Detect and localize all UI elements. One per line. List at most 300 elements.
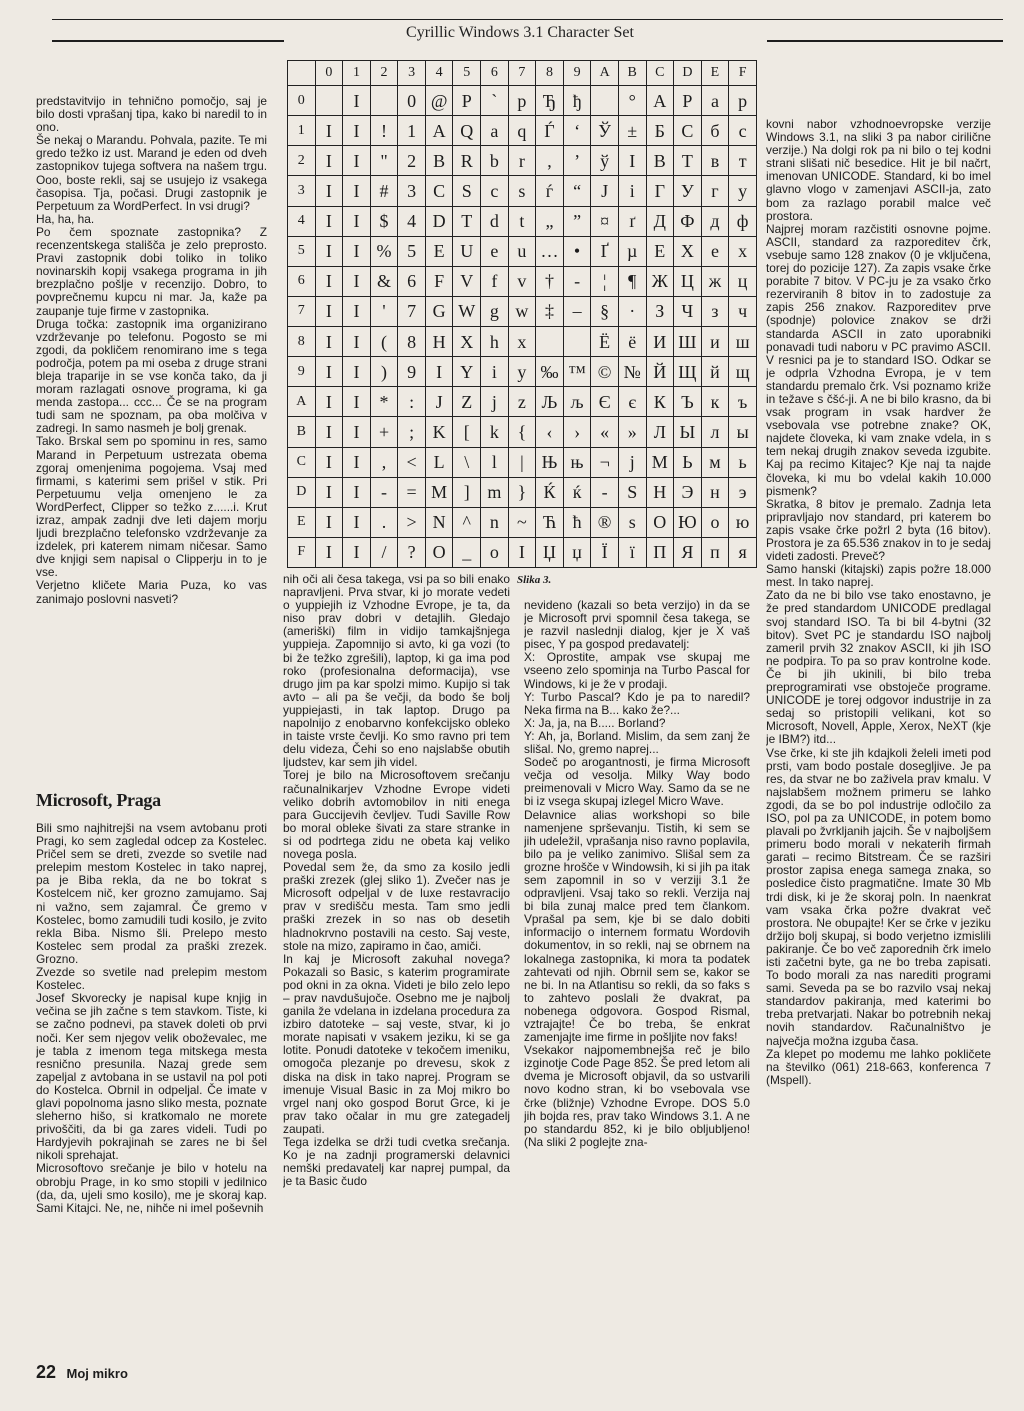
row-header: 2	[288, 146, 316, 176]
corner-cell	[288, 61, 316, 86]
glyph-cell: .	[370, 507, 398, 537]
column-header: 8	[536, 61, 564, 86]
glyph-cell: у	[729, 176, 757, 206]
glyph-cell: З	[646, 296, 674, 326]
glyph-cell: O	[425, 537, 453, 567]
glyph-cell: і	[618, 176, 646, 206]
glyph-cell: I	[343, 146, 371, 176]
glyph-cell: в	[701, 146, 729, 176]
glyph-cell: –	[563, 296, 591, 326]
glyph-cell: №	[618, 357, 646, 387]
glyph-cell: «	[591, 417, 619, 447]
glyph-cell: ”	[563, 206, 591, 236]
glyph-cell: ї	[618, 537, 646, 567]
glyph-cell: \	[453, 447, 481, 477]
row-header: A	[288, 387, 316, 417]
glyph-cell: X	[453, 327, 481, 357]
row-header: B	[288, 417, 316, 447]
glyph-cell: =	[398, 477, 426, 507]
row-header: 0	[288, 86, 316, 116]
table-row	[288, 206, 757, 236]
glyph-cell: r	[508, 146, 536, 176]
column-header: 5	[453, 61, 481, 86]
table-row	[288, 387, 757, 417]
glyph-cell: Ќ	[536, 477, 564, 507]
glyph-cell: џ	[563, 537, 591, 567]
glyph-cell: *	[370, 387, 398, 417]
glyph-cell: u	[508, 236, 536, 266]
glyph-cell: Є	[591, 387, 619, 417]
glyph-cell: “	[563, 176, 591, 206]
column-header: 1	[343, 61, 371, 86]
glyph-cell: I	[343, 116, 371, 146]
glyph-cell: I	[343, 357, 371, 387]
column-header: 3	[398, 61, 426, 86]
column-header: 7	[508, 61, 536, 86]
glyph-cell: I	[508, 537, 536, 567]
glyph-cell: Щ	[674, 357, 702, 387]
glyph-cell: N	[425, 507, 453, 537]
glyph-cell: g	[481, 296, 509, 326]
section-heading: Microsoft, Praga	[36, 790, 161, 810]
glyph-cell: Ъ	[674, 387, 702, 417]
table-row	[288, 176, 757, 206]
glyph-cell: 0	[398, 86, 426, 116]
glyph-cell: w	[508, 296, 536, 326]
glyph-cell: @	[425, 86, 453, 116]
glyph-cell: ј	[618, 447, 646, 477]
glyph-cell: Z	[453, 387, 481, 417]
column-header: 4	[425, 61, 453, 86]
glyph-cell: 5	[398, 236, 426, 266]
glyph-cell: I	[343, 537, 371, 567]
glyph-cell: ,	[536, 146, 564, 176]
glyph-cell: 8	[398, 327, 426, 357]
table-row	[288, 266, 757, 296]
glyph-cell: i	[481, 357, 509, 387]
glyph-cell: {	[508, 417, 536, 447]
top-rule	[52, 19, 1003, 20]
table-row	[288, 357, 757, 387]
glyph-cell: ш	[729, 327, 757, 357]
glyph-cell: j	[481, 387, 509, 417]
glyph-cell: н	[701, 477, 729, 507]
glyph-cell: x	[508, 327, 536, 357]
glyph-cell: [	[453, 417, 481, 447]
glyph-cell: K	[425, 417, 453, 447]
column-header: 2	[370, 61, 398, 86]
glyph-cell: ъ	[729, 387, 757, 417]
glyph-cell: I	[315, 116, 343, 146]
column-header: 6	[481, 61, 509, 86]
glyph-cell: P	[453, 86, 481, 116]
glyph-cell: Ў	[591, 116, 619, 146]
row-header: 9	[288, 357, 316, 387]
glyph-cell: Ґ	[591, 236, 619, 266]
glyph-cell: ґ	[618, 206, 646, 236]
glyph-cell: I	[315, 507, 343, 537]
glyph-cell: I	[343, 86, 371, 116]
glyph-cell: I	[343, 327, 371, 357]
table-row	[288, 116, 757, 146]
glyph-cell: Џ	[536, 537, 564, 567]
glyph-cell: z	[508, 387, 536, 417]
glyph-cell: $	[370, 206, 398, 236]
glyph-cell: Ж	[646, 266, 674, 296]
glyph-cell: 6	[398, 266, 426, 296]
article-column-3: nevideno (kazali so beta verzijo) in da se je Microsoft prvi spomnil česa takega, se je razvil naslednji dialog, kjer je X vaš pisec, Y pa gospod predavatelj: X: Oprostite, ampak vse skupaj me vseeno zelo spominja na Turbo Pascal for Windows, ki je že v prodaji. Y: Turbo Pascal? Kdo je pa to naredil? Neka firma na B... kako že?... X: Ja, ja, na B..... Borland? Y: Ah, ja, Borland. Mislim, da sem zanj že slišal. No, gremo naprej... Sodeč po arogantnosti, je firma Microsoft večja od vesolja. Milky Way bodo preimenovali v Micro Way. Samo da se ne bi iz vsega skupaj izlegel Micro Wave. Delavnice alias workshopi so bile namenjene sprševanju. Tistih, ki sem se jih udeležil, vprašanja niso ravno poplavila, bilo pa je veliko zanimivo. Slišal sem za grozne hrošče v Windowsih, ki si jih pa itak sem zapomnil in so v verziji 3.1 že odpravljeni. Vsaj tako so rekli. Verzija naj bi bila zunaj malce pred tem člankom. Vprašal pa sem, kje bi se dalo dobiti informacijo o internem formatu Wordovih dokumentov, in so rekli, naj se obrnem na lokalnega zastopnika, ki mora ta podatek zahtevati od njih. Obrnil sem se, kakor se ne bi. In na Atlantisu so rekli, da so faks s to zahtevo poslali že dvakrat, pa nobenega odgovora. Gospod Rismal, vztrajajte! Če bo treba, še enkrat zamenjajte ime firme in pošljite nov faks! Vsekakor najpomembnejša reč je bilo izginotje Code Page 852. Še pred letom ali dvema je Microsoft objavil, da so ustvarili novo kodno stran, ki bo vsebovala vse črke (bližnje) Vzhodne Evrope. DOS 5.0 jih bojda res, prav tako Windows 3.1. A ne po standardu 852, ki je bilo obljubljeno! (Na sliki 2 poglejte zna-	[524, 599, 750, 1149]
glyph-cell: §	[591, 296, 619, 326]
glyph-cell: :	[398, 387, 426, 417]
glyph-cell: )	[370, 357, 398, 387]
glyph-cell: п	[701, 537, 729, 567]
glyph-cell	[536, 327, 564, 357]
glyph-cell: Ь	[674, 447, 702, 477]
glyph-cell: и	[701, 327, 729, 357]
glyph-cell: ©	[591, 357, 619, 387]
glyph-cell: ь	[729, 447, 757, 477]
glyph-cell: I	[315, 236, 343, 266]
glyph-cell: ‰	[536, 357, 564, 387]
glyph-cell: A	[425, 116, 453, 146]
glyph-cell: Y	[453, 357, 481, 387]
glyph-cell: њ	[563, 447, 591, 477]
glyph-cell: %	[370, 236, 398, 266]
glyph-cell: л	[701, 417, 729, 447]
glyph-cell: Ѕ	[618, 477, 646, 507]
glyph-cell: У	[674, 176, 702, 206]
glyph-cell: с	[729, 116, 757, 146]
column-header: D	[674, 61, 702, 86]
table-title: Cyrillic Windows 3.1 Character Set	[406, 24, 634, 41]
glyph-cell: ‡	[536, 296, 564, 326]
glyph-cell: Ћ	[536, 507, 564, 537]
glyph-cell: є	[618, 387, 646, 417]
glyph-cell: Э	[674, 477, 702, 507]
header-rule-right	[767, 40, 1003, 42]
glyph-cell: ю	[729, 507, 757, 537]
glyph-cell: M	[425, 477, 453, 507]
column-header: F	[729, 61, 757, 86]
glyph-cell: ^	[453, 507, 481, 537]
glyph-cell: t	[508, 206, 536, 236]
glyph-cell: Ы	[674, 417, 702, 447]
glyph-cell: О	[646, 507, 674, 537]
header-rule-left	[52, 40, 284, 42]
glyph-cell: я	[729, 537, 757, 567]
glyph-cell: a	[481, 116, 509, 146]
glyph-cell: e	[481, 236, 509, 266]
glyph-cell: G	[425, 296, 453, 326]
glyph-cell: v	[508, 266, 536, 296]
glyph-cell: I	[343, 266, 371, 296]
glyph-cell: C	[425, 176, 453, 206]
row-header: 7	[288, 296, 316, 326]
glyph-cell: ±	[618, 116, 646, 146]
glyph-cell: I	[315, 146, 343, 176]
glyph-cell: I	[315, 296, 343, 326]
glyph-cell: I	[343, 176, 371, 206]
glyph-cell: p	[508, 86, 536, 116]
glyph-cell: -	[591, 477, 619, 507]
glyph-cell: '	[370, 296, 398, 326]
glyph-cell: ќ	[563, 477, 591, 507]
glyph-cell: _	[453, 537, 481, 567]
glyph-cell: &	[370, 266, 398, 296]
article-column-1-top: predstavitvijo in tehnično pomočjo, saj je bilo dosti vprašanj tipa, kako bi naredil to in ono. Še nekaj o Marandu. Pohvala, pazite. Te mi gredo težko iz ust. Marand je eden od dveh zastopnikov tujega softvera na našem trgu. Ooo, boste rekli, saj se usujejo iz vsakega časopisa. Tja, počasi. Drugi zastopnik je Perpetuum za WordPerfect. In vsi drugi? Ha, ha, ha. Po čem spoznate zastopnika? Z recenzentskega stališča je zelo preprosto. Pravi zastopnik dobi toliko in toliko novinarskih kopij vsakega programa in jih brezplačno pošlje v recenzijo. Dobro, to povprečnemu kupcu ni mar. Ja, kaže pa zaupanje tuje firme v zastopnika. Druga točka: zastopnik ima organizirano vzdrževanje po telefonu. Pogosto se mi zgodi, da pokličem renomirano ime s tega področja, potem pa mi oseba z druge strani bleja traparije in se vse konča tako, da ji moram razlagati osnove programa, ki ga menda zastopa... ccc... Če se na program tudi sam ne spoznam, pa oba molčiva v zadregi. In samo nasmeh je bolj grenak. Tako. Brskal sem po spominu in res, samo Marand in Perpetuum ustrezata obema zgoraj omenjenima pogojema. Vsaj med firmami, s katerimi sem prišel v stik. Pri Perpetuumu velja omenjeno le za WordPerfect, Clipper so težko z......i. Krut izraz, ampak zadnji dve leti dajem morju ljudi brezplačno telefonsko vzdrževanje za izdelek, pri katerem nimam ničesar. Samo dve knjigi sem napisal o Clipperju in to je vse. Verjetno kličete Maria Puza, ko vas zanimajo poslovni nasveti?	[36, 94, 267, 606]
glyph-cell: I	[315, 176, 343, 206]
glyph-cell: ў	[591, 146, 619, 176]
glyph-cell	[370, 86, 398, 116]
glyph-cell: ·	[618, 296, 646, 326]
glyph-cell: д	[701, 206, 729, 236]
glyph-cell: I	[315, 387, 343, 417]
glyph-cell: Ф	[674, 206, 702, 236]
article-column-4: kovni nabor vzhodnoevropske verzije Windows 3.1, na sliki 3 pa nabor cirilične verzije.) Na dolgi rok pa ni bilo o tej kodni strani slišati nič besedice. Hit je bil načrt, imenovan UNICODE. Standard, ki bo imel glavno vlogo v zamenjavi ASCII-ja, zato bom za razlago porabil malce več prostora. Najprej moram razčistiti osnovne pojme. ASCII, standard za razporeditev črk, vsebuje samo 128 znakov (0 je vključena, torej do pozicije 127). Za zapis vsake črke porabite 7 bitov. V PC-ju je za vsako črko rezerviranih 8 bitov in to zadostuje za zapis 256 znakov. Razporeditev prve (spodnje) polovice znakov se drži standarda ASCII in zato uporabniki ponavadi tudi naboru v PC pravimo ASCII. V resnici pa je to standard ISO. Odkar se je odprla Vzhodna Evropa, je v tem standardu premalo črk. Vsi poznamo križe in težave s čšć-ji. A ne bi bilo krasno, da bi vsak program in vsak hardver že vsebovala vse potrebne znake? OK, najdete človeka, ki vam znake vdela, in s tem nekaj drugih znakov seveda izgubite. Kaj pa recimo Kitajec? Kje naj ta najde človeka, ki mu bo vdelal kakih 10.000 pismenk? Skratka, 8 bitov je premalo. Zadnja leta pripravljajo nov standard, pri katerem bo zapis vsake črke požrl 2 byta (16 bitov). Prostora je za 65.536 znakov in to je sedaj videti zadosti. Preveč? Samo hanski (kitajski) zapis požre 18.000 mest. In tako naprej. Zato da ne bi bilo vse tako enostavno, je že pred standardom UNICODE predlagal svoj standard ISO. Ta bi bil 4-bytni (32 bitov). Svet PC je standardu ISO najbolj zameril prvih 32 znakov ASCII, ki jih ISO ne podpira. To pa so prav kontrolne kode. Če bi jih ukinili, bi bilo treba preprogramirati vse obstoječe programe. UNICODE je torej odgovor industrije in za sedaj so pristopili velikani, kot so Microsoft, Novell, Apple, Xerox, NeXT (kje je IBM?) itd... Vse črke, ki ste jih kdajkoli želeli imeti pod prsti, vam bodo postale dosegljive. Je pa res, da stvar ne bo zaživela prav kmalu. V najslabšem možnem primeru se lahko zgodi, da se bo pol industrije odločilo za ISO, pol pa za UNICODE, in potem bomo plavali po žvrkljanih jajcih. Še v najboljšem primeru bodo morali v nekaterih firmah garati – recimo Bitstream. Če se razširi prostor zapisa enega samega znaka, so posledice čisto pragmatične. Imate 30 Mb trdi disk, ki je že skoraj poln. In naenkrat vam vsaka črka požre dvakrat več prostora. Ne obupajte! Ker se črke v jeziku držijo bolj skupaj, si bodo verjetno izmislili pakiranje. Če bo več zaporednih črk imelo isti začetni byte, ga ne bo treba zapisati. To bodo morali za nas narediti programi sami. Seveda pa se bo razvilo vsaj nekaj standardov pakiranja, med katerimi bo treba pretvarjati. Nakar bo potrebnih nekaj novih standardov. Računalništvo je največja možna izguba časa. Za klepet po modemu me lahko pokličete na številko (061) 218-663, konferenca 7 (Mspell).	[766, 118, 991, 1087]
glyph-cell: 7	[398, 296, 426, 326]
glyph-cell: „	[536, 206, 564, 236]
magazine-name: Moj mikro	[66, 1366, 128, 1381]
glyph-cell: б	[701, 116, 729, 146]
glyph-cell: Ј	[591, 176, 619, 206]
glyph-cell: ч	[729, 296, 757, 326]
glyph-cell: С	[674, 116, 702, 146]
glyph-cell: о	[701, 507, 729, 537]
glyph-cell: Н	[646, 477, 674, 507]
glyph-cell: 9	[398, 357, 426, 387]
glyph-cell: Ц	[674, 266, 702, 296]
glyph-cell: р	[729, 86, 757, 116]
glyph-cell: 1	[398, 116, 426, 146]
page-number: 22	[36, 1362, 57, 1382]
glyph-cell: ы	[729, 417, 757, 447]
glyph-cell: I	[315, 266, 343, 296]
glyph-cell: U	[453, 236, 481, 266]
glyph-cell: I	[315, 206, 343, 236]
glyph-cell: ,	[370, 447, 398, 477]
glyph-cell: ц	[729, 266, 757, 296]
table-row	[288, 327, 757, 357]
glyph-cell: ћ	[563, 507, 591, 537]
glyph-cell: з	[701, 296, 729, 326]
glyph-cell: ]	[453, 477, 481, 507]
row-header: 1	[288, 116, 316, 146]
glyph-cell: 2	[398, 146, 426, 176]
glyph-cell: l	[481, 447, 509, 477]
table-row	[288, 86, 757, 116]
article-column-2: nih oči ali česa takega, vsi pa so bili enako napravljeni. Prva stvar, ki jo morate vedeti o yuppiejih iz Vzhodne Evrope, je ta, da niso prav dobri v detajlih. Gledajo (ameriški) film in vidijo tamkajšnjega yuppieja. Zapomnijo si avto, ki ga vozi (to bi že težko zgrešili), laptop, ki ga ima pod roko (profesionalna deformacija), vse drugo jim pa kar spolzi mimo. Kupijo si tak avto – ali pa še večji, da bodo še bolj yuppiejasti, in tak laptop. Drugo pa napolnijo z enobarvno konfekcijsko obleko in taiste vrste čevlji. Ko smo ravno pri tem delu videza, Čehi so eno najslabše obutih ljudstev, kar sem jih videl. Torej je bilo na Microsoftovem srečanju računalnikarjev Vzhodne Evrope videti veliko dobrih avtomobilov in niti enega para Guccijevih čevljev. Tudi Saville Row bo moral obleke šivati za stare stranke in si od podrtega zidu ne obeta kaj veliko novega posla. Povedal sem že, da smo za kosilo jedli praški zrezek (glej sliko 1). Zvečer nas je Microsoft odpeljal v de luxe restavracijo prav v središču mesta. Tam smo jedli praški zrezek in so nas ob desetih hladnokrvno postavili na cesto. Saj veste, stole na mizo, zapiramo in čao, amiči. In kaj je Microsoft zakuhal novega? Pokazali so Basic, s katerim programirate pod okni in za okna. Videti je bilo zelo lepo – prav navdušujoče. Osebno me je najbolj ganila že vdelana in izdelana procedura za izbiro datoteke – saj veste, stvar, ki jo morate napisati v vsakem jeziku, ki se ga lotite. Ponudi datoteke v tekočem imeniku, omogoča plezanje po drevesu, skok z diska na disk in tako naprej. Program se imenuje Visual Basic in za Moj mikro bo vrgel nanj oko gospod Borut Grce, ki je prav tako očalar in mu gre zategadelj zaupati. Tega izdelka se drži tudi cvetka srečanja. Ko je na zadnji programerski delavnici nemški predavatelj kar naprej pumpal, da je ta Basic čudo	[283, 573, 510, 1189]
glyph-cell: ’	[563, 146, 591, 176]
table-row	[288, 236, 757, 266]
glyph-cell: й	[701, 357, 729, 387]
glyph-cell: Ч	[674, 296, 702, 326]
glyph-cell: ;	[398, 417, 426, 447]
glyph-cell: ѓ	[536, 176, 564, 206]
glyph-cell: Г	[646, 176, 674, 206]
column-header: C	[646, 61, 674, 86]
glyph-cell: щ	[729, 357, 757, 387]
glyph-cell: I	[343, 417, 371, 447]
glyph-cell: I	[315, 447, 343, 477]
glyph-cell: ~	[508, 507, 536, 537]
glyph-cell: ђ	[563, 86, 591, 116]
glyph-cell: L	[425, 447, 453, 477]
row-header: F	[288, 537, 316, 567]
glyph-cell: г	[701, 176, 729, 206]
table-row	[288, 537, 757, 567]
glyph-cell: Л	[646, 417, 674, 447]
glyph-cell: V	[453, 266, 481, 296]
glyph-cell: I	[343, 206, 371, 236]
glyph-cell: /	[370, 537, 398, 567]
glyph-cell: ¶	[618, 266, 646, 296]
glyph-cell: Ђ	[536, 86, 564, 116]
glyph-cell: q	[508, 116, 536, 146]
glyph-cell: }	[508, 477, 536, 507]
glyph-cell: >	[398, 507, 426, 537]
glyph-cell: I	[425, 357, 453, 387]
glyph-cell: f	[481, 266, 509, 296]
glyph-cell: (	[370, 327, 398, 357]
glyph-cell: W	[453, 296, 481, 326]
glyph-cell: 4	[398, 206, 426, 236]
glyph-cell: F	[425, 266, 453, 296]
table-row	[288, 507, 757, 537]
glyph-cell: Я	[674, 537, 702, 567]
column-header: A	[591, 61, 619, 86]
glyph-cell: Љ	[536, 387, 564, 417]
column-header: E	[701, 61, 729, 86]
row-header: 4	[288, 206, 316, 236]
glyph-cell: o	[481, 537, 509, 567]
glyph-cell: А	[646, 86, 674, 116]
glyph-cell: Х	[674, 236, 702, 266]
glyph-cell: т	[729, 146, 757, 176]
glyph-cell: Њ	[536, 447, 564, 477]
glyph-cell: c	[481, 176, 509, 206]
row-header: D	[288, 477, 316, 507]
table-row	[288, 146, 757, 176]
glyph-cell: S	[453, 176, 481, 206]
glyph-cell: а	[701, 86, 729, 116]
glyph-cell: I	[315, 477, 343, 507]
glyph-cell: ж	[701, 266, 729, 296]
glyph-cell: …	[536, 236, 564, 266]
glyph-cell: d	[481, 206, 509, 236]
row-header: 8	[288, 327, 316, 357]
table-header-row	[288, 61, 757, 86]
glyph-cell: ¤	[591, 206, 619, 236]
glyph-cell: э	[729, 477, 757, 507]
glyph-cell: В	[646, 146, 674, 176]
glyph-cell: h	[481, 327, 509, 357]
glyph-cell: †	[536, 266, 564, 296]
glyph-cell: s	[508, 176, 536, 206]
glyph-cell: 3	[398, 176, 426, 206]
article-column-1-bottom: Bili smo najhitrejši na vsem avtobanu proti Pragi, ko sem zagledal odcep za Kostelec. Pričel sem se dreti, zvezde so svetile nad prelepim mestom Kostelec in tako naprej, pa je Biba rekla, da ne bo tokrat s Kostelcem nič, ker grozno zamujamo. Saj ni važno, sem zajamral. Če gremo v Kostelec, bomo zamudili tudi kosilo, je zvito rekla Biba. Nismo šli. Prelepo mesto Kostelec sem prodal za praški zrezek. Grozno. Zvezde so svetile nad prelepim mestom Kostelec. Josef Skvorecky je napisal kupe knjig in večina se jih začne s tem stavkom. Tiste, ki se začno podnevi, pa stavek doleti ob prvi noči. Ker sem njegov velik oboževalec, me je tabla z imenom tega mitskega mesta resnično presunila. Nazaj grede sem zapeljal z avtobana in se ustavil na pol poti do Kostelca. Obrnil in odpeljal. Če imate v glavi popolnoma jasno sliko mesta, poznate sleherno hišo, si kratkomalo ne morete privoščiti, da bi ga zares videli. Tudi po Hardyjevih pokrajinah se zares ne bi šel nikoli sprehajat. Microsoftovo srečanje je bilo v hotelu na obrobju Prage, in ko smo stopili v jedilnico (da, da, ujeli smo kosilo), me je skoraj kap. Sami Kitajci. Ne, ne, nihče ni imel poševnih	[36, 822, 267, 1215]
row-header: 6	[288, 266, 316, 296]
glyph-cell: Ѓ	[536, 116, 564, 146]
row-header: 3	[288, 176, 316, 206]
glyph-cell: I	[315, 327, 343, 357]
glyph-cell: T	[453, 206, 481, 236]
figure-caption: Slika 3.	[517, 574, 552, 586]
glyph-cell	[315, 86, 343, 116]
glyph-cell: Q	[453, 116, 481, 146]
table-row	[288, 447, 757, 477]
glyph-cell: х	[729, 236, 757, 266]
glyph-cell: m	[481, 477, 509, 507]
glyph-cell: k	[481, 417, 509, 447]
column-header: B	[618, 61, 646, 86]
glyph-cell: •	[563, 236, 591, 266]
row-header: C	[288, 447, 316, 477]
glyph-cell: Б	[646, 116, 674, 146]
glyph-cell: I	[315, 357, 343, 387]
glyph-cell: П	[646, 537, 674, 567]
glyph-cell: И	[646, 327, 674, 357]
glyph-cell: I	[343, 296, 371, 326]
table-row	[288, 417, 757, 447]
glyph-cell: Д	[646, 206, 674, 236]
glyph-cell: I	[343, 477, 371, 507]
glyph-cell: Е	[646, 236, 674, 266]
glyph-cell: І	[618, 146, 646, 176]
glyph-cell: Р	[674, 86, 702, 116]
glyph-cell: E	[425, 236, 453, 266]
glyph-cell: -	[370, 477, 398, 507]
column-header: 0	[315, 61, 343, 86]
glyph-cell: I	[343, 236, 371, 266]
glyph-cell: I	[315, 537, 343, 567]
glyph-cell: ™	[563, 357, 591, 387]
character-set-table	[287, 60, 757, 568]
glyph-cell: Т	[674, 146, 702, 176]
glyph-cell: »	[618, 417, 646, 447]
glyph-cell: B	[425, 146, 453, 176]
table-row	[288, 296, 757, 326]
glyph-cell: љ	[563, 387, 591, 417]
glyph-cell: I	[315, 417, 343, 447]
row-header: E	[288, 507, 316, 537]
glyph-cell: °	[618, 86, 646, 116]
glyph-cell: ‘	[563, 116, 591, 146]
glyph-cell: ¦	[591, 266, 619, 296]
glyph-cell: y	[508, 357, 536, 387]
glyph-cell: µ	[618, 236, 646, 266]
page-footer	[36, 1362, 128, 1383]
glyph-cell: n	[481, 507, 509, 537]
row-header: 5	[288, 236, 316, 266]
table-row	[288, 477, 757, 507]
glyph-cell: ?	[398, 537, 426, 567]
glyph-cell: ‹	[536, 417, 564, 447]
glyph-cell: D	[425, 206, 453, 236]
glyph-cell: К	[646, 387, 674, 417]
glyph-cell: H	[425, 327, 453, 357]
glyph-cell: к	[701, 387, 729, 417]
glyph-cell: е	[701, 236, 729, 266]
column-header: 9	[563, 61, 591, 86]
glyph-cell: #	[370, 176, 398, 206]
glyph-cell: Ш	[674, 327, 702, 357]
glyph-cell: ѕ	[618, 507, 646, 537]
glyph-cell: R	[453, 146, 481, 176]
glyph-cell: м	[701, 447, 729, 477]
glyph-cell: "	[370, 146, 398, 176]
glyph-cell	[563, 327, 591, 357]
glyph-cell: Ю	[674, 507, 702, 537]
